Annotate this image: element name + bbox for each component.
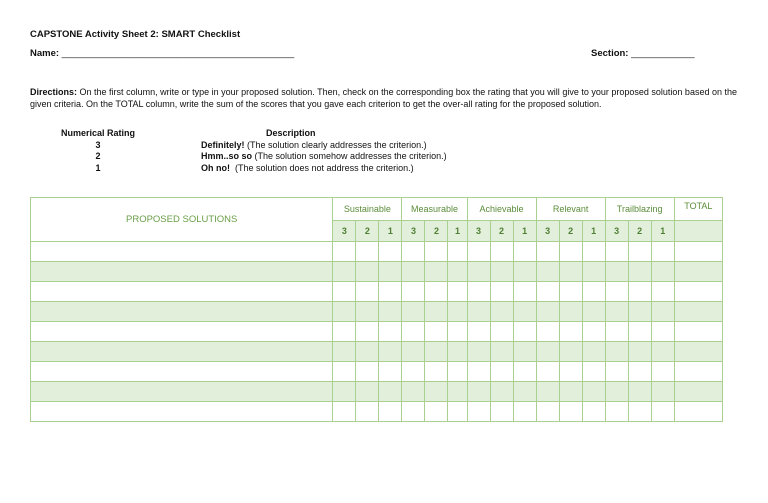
score-checkbox-cell[interactable] bbox=[651, 382, 674, 402]
score-checkbox-cell[interactable] bbox=[425, 242, 448, 262]
score-checkbox-cell[interactable] bbox=[651, 262, 674, 282]
score-checkbox-cell[interactable] bbox=[333, 322, 356, 342]
score-checkbox-cell[interactable] bbox=[513, 302, 536, 322]
score-checkbox-cell[interactable] bbox=[379, 322, 402, 342]
score-checkbox-cell[interactable] bbox=[379, 282, 402, 302]
total-cell[interactable] bbox=[674, 402, 722, 422]
score-checkbox-cell[interactable] bbox=[605, 362, 628, 382]
score-checkbox-cell[interactable] bbox=[425, 282, 448, 302]
score-checkbox-cell[interactable] bbox=[379, 262, 402, 282]
score-checkbox-cell[interactable] bbox=[605, 322, 628, 342]
score-checkbox-cell[interactable] bbox=[490, 402, 513, 422]
score-checkbox-cell[interactable] bbox=[467, 382, 490, 402]
score-checkbox-cell[interactable] bbox=[333, 342, 356, 362]
rating-description bbox=[201, 151, 447, 161]
proposed-solution-cell[interactable] bbox=[31, 242, 333, 262]
score-checkbox-cell[interactable] bbox=[467, 242, 490, 262]
score-checkbox-cell[interactable] bbox=[356, 262, 379, 282]
rating-detail: (The solution does not address the criterion.) bbox=[230, 163, 414, 173]
proposed-solution-cell[interactable] bbox=[31, 322, 333, 342]
score-checkbox-cell[interactable] bbox=[582, 262, 605, 282]
rating-header-description: Description bbox=[266, 128, 316, 138]
score-checkbox-cell[interactable] bbox=[651, 362, 674, 382]
total-header: TOTAL bbox=[674, 198, 722, 221]
score-checkbox-cell[interactable] bbox=[402, 242, 425, 262]
score-header: 1 bbox=[582, 221, 605, 242]
proposed-solution-cell[interactable] bbox=[31, 362, 333, 382]
score-checkbox-cell[interactable] bbox=[402, 262, 425, 282]
proposed-solution-cell[interactable] bbox=[31, 282, 333, 302]
directions-text: On the first column, write or type in your proposed solution. Then, check on the corresponding box the rating that you will give to your proposed solution based on the given criteria. On the TOTAL column, write the sum of the scores that you gave each criterion to get the over-all rating for the proposed solution. bbox=[30, 87, 737, 109]
score-checkbox-cell[interactable] bbox=[628, 262, 651, 282]
solution-row bbox=[31, 342, 723, 362]
score-checkbox-cell[interactable] bbox=[651, 322, 674, 342]
total-cell[interactable] bbox=[674, 342, 722, 362]
score-checkbox-cell[interactable] bbox=[536, 282, 559, 302]
score-checkbox-cell[interactable] bbox=[582, 282, 605, 302]
score-checkbox-cell[interactable] bbox=[628, 302, 651, 322]
score-checkbox-cell[interactable] bbox=[333, 382, 356, 402]
score-checkbox-cell[interactable] bbox=[356, 382, 379, 402]
solution-row bbox=[31, 322, 723, 342]
score-checkbox-cell[interactable] bbox=[467, 362, 490, 382]
score-checkbox-cell[interactable] bbox=[448, 262, 467, 282]
score-checkbox-cell[interactable] bbox=[559, 242, 582, 262]
score-checkbox-cell[interactable] bbox=[605, 242, 628, 262]
score-checkbox-cell[interactable] bbox=[490, 322, 513, 342]
section-label: Section: bbox=[591, 48, 629, 59]
score-checkbox-cell[interactable] bbox=[448, 342, 467, 362]
score-checkbox-cell[interactable] bbox=[333, 282, 356, 302]
score-checkbox-cell[interactable] bbox=[356, 282, 379, 302]
score-checkbox-cell[interactable] bbox=[651, 342, 674, 362]
solution-row bbox=[31, 282, 723, 302]
score-checkbox-cell[interactable] bbox=[425, 402, 448, 422]
score-checkbox-cell[interactable] bbox=[379, 242, 402, 262]
score-checkbox-cell[interactable] bbox=[628, 242, 651, 262]
score-checkbox-cell[interactable] bbox=[425, 262, 448, 282]
score-header: 2 bbox=[425, 221, 448, 242]
criterion-header-trailblazing: Trailblazing bbox=[605, 198, 674, 221]
score-checkbox-cell[interactable] bbox=[379, 402, 402, 422]
score-checkbox-cell[interactable] bbox=[467, 342, 490, 362]
score-checkbox-cell[interactable] bbox=[582, 382, 605, 402]
score-checkbox-cell[interactable] bbox=[425, 302, 448, 322]
score-checkbox-cell[interactable] bbox=[356, 342, 379, 362]
score-header: 1 bbox=[448, 221, 467, 242]
score-checkbox-cell[interactable] bbox=[628, 342, 651, 362]
score-header: 3 bbox=[402, 221, 425, 242]
total-cell[interactable] bbox=[674, 262, 722, 282]
score-checkbox-cell[interactable] bbox=[559, 382, 582, 402]
score-checkbox-cell[interactable] bbox=[490, 342, 513, 362]
criterion-header-sustainable: Sustainable bbox=[333, 198, 402, 221]
proposed-solution-cell[interactable] bbox=[31, 402, 333, 422]
score-checkbox-cell[interactable] bbox=[536, 302, 559, 322]
score-checkbox-cell[interactable] bbox=[628, 322, 651, 342]
name-blank: ____________________________________________ bbox=[59, 48, 295, 59]
score-checkbox-cell[interactable] bbox=[379, 382, 402, 402]
score-checkbox-cell[interactable] bbox=[425, 362, 448, 382]
score-checkbox-cell[interactable] bbox=[582, 342, 605, 362]
score-checkbox-cell[interactable] bbox=[651, 302, 674, 322]
score-checkbox-cell[interactable] bbox=[490, 262, 513, 282]
proposed-solutions-header: PROPOSED SOLUTIONS bbox=[31, 198, 333, 242]
score-checkbox-cell[interactable] bbox=[379, 302, 402, 322]
score-checkbox-cell[interactable] bbox=[605, 342, 628, 362]
score-checkbox-cell[interactable] bbox=[448, 382, 467, 402]
total-cell[interactable] bbox=[674, 362, 722, 382]
score-checkbox-cell[interactable] bbox=[467, 322, 490, 342]
score-checkbox-cell[interactable] bbox=[490, 282, 513, 302]
name-field[interactable] bbox=[30, 48, 294, 59]
rating-number: 1 bbox=[95, 163, 101, 173]
score-checkbox-cell[interactable] bbox=[402, 342, 425, 362]
score-checkbox-cell[interactable] bbox=[559, 342, 582, 362]
score-checkbox-cell[interactable] bbox=[559, 282, 582, 302]
score-checkbox-cell[interactable] bbox=[356, 242, 379, 262]
section-blank: ____________ bbox=[628, 48, 695, 59]
score-checkbox-cell[interactable] bbox=[513, 322, 536, 342]
score-checkbox-cell[interactable] bbox=[448, 302, 467, 322]
solution-row bbox=[31, 402, 723, 422]
rating-number: 2 bbox=[95, 151, 101, 161]
score-header: 3 bbox=[467, 221, 490, 242]
score-checkbox-cell[interactable] bbox=[536, 362, 559, 382]
proposed-solution-cell[interactable] bbox=[31, 382, 333, 402]
score-header: 2 bbox=[356, 221, 379, 242]
score-checkbox-cell[interactable] bbox=[536, 342, 559, 362]
score-checkbox-cell[interactable] bbox=[536, 322, 559, 342]
name-label: Name: bbox=[30, 48, 60, 59]
score-checkbox-cell[interactable] bbox=[582, 242, 605, 262]
score-checkbox-cell[interactable] bbox=[356, 302, 379, 322]
score-checkbox-cell[interactable] bbox=[402, 322, 425, 342]
rating-detail: (The solution clearly addresses the criterion.) bbox=[244, 140, 427, 150]
score-header: 1 bbox=[379, 221, 402, 242]
solution-row bbox=[31, 362, 723, 382]
score-checkbox-cell[interactable] bbox=[582, 362, 605, 382]
score-checkbox-cell[interactable] bbox=[448, 362, 467, 382]
directions-paragraph bbox=[30, 86, 737, 110]
score-checkbox-cell[interactable] bbox=[490, 302, 513, 322]
rating-header-numerical: Numerical Rating bbox=[60, 128, 136, 138]
score-checkbox-cell[interactable] bbox=[448, 322, 467, 342]
score-checkbox-cell[interactable] bbox=[425, 322, 448, 342]
score-checkbox-cell[interactable] bbox=[425, 382, 448, 402]
score-checkbox-cell[interactable] bbox=[628, 282, 651, 302]
solutions-body bbox=[31, 242, 723, 422]
total-cell[interactable] bbox=[674, 242, 722, 262]
score-header: 2 bbox=[559, 221, 582, 242]
score-checkbox-cell[interactable] bbox=[467, 402, 490, 422]
criterion-header-achievable: Achievable bbox=[467, 198, 536, 221]
score-checkbox-cell[interactable] bbox=[402, 362, 425, 382]
score-header: 3 bbox=[333, 221, 356, 242]
score-checkbox-cell[interactable] bbox=[651, 282, 674, 302]
section-field[interactable] bbox=[591, 48, 695, 59]
score-checkbox-cell[interactable] bbox=[513, 262, 536, 282]
score-checkbox-cell[interactable] bbox=[605, 382, 628, 402]
score-checkbox-cell[interactable] bbox=[536, 242, 559, 262]
total-subheader bbox=[674, 221, 722, 242]
score-checkbox-cell[interactable] bbox=[513, 402, 536, 422]
score-checkbox-cell[interactable] bbox=[582, 402, 605, 422]
solution-row bbox=[31, 262, 723, 282]
document-title: CAPSTONE Activity Sheet 2: SMART Checklist bbox=[30, 29, 241, 40]
score-checkbox-cell[interactable] bbox=[333, 302, 356, 322]
score-header: 3 bbox=[605, 221, 628, 242]
score-checkbox-cell[interactable] bbox=[402, 302, 425, 322]
rating-label: Definitely! bbox=[201, 140, 245, 150]
rating-description bbox=[201, 140, 427, 150]
score-header: 2 bbox=[628, 221, 651, 242]
score-checkbox-cell[interactable] bbox=[356, 362, 379, 382]
score-checkbox-cell[interactable] bbox=[467, 262, 490, 282]
score-checkbox-cell[interactable] bbox=[490, 382, 513, 402]
score-checkbox-cell[interactable] bbox=[513, 242, 536, 262]
score-checkbox-cell[interactable] bbox=[582, 302, 605, 322]
score-checkbox-cell[interactable] bbox=[425, 342, 448, 362]
score-checkbox-cell[interactable] bbox=[448, 282, 467, 302]
score-header: 2 bbox=[490, 221, 513, 242]
directions-label: Directions: bbox=[30, 87, 78, 97]
total-cell[interactable] bbox=[674, 302, 722, 322]
score-checkbox-cell[interactable] bbox=[605, 262, 628, 282]
score-checkbox-cell[interactable] bbox=[536, 382, 559, 402]
score-checkbox-cell[interactable] bbox=[536, 262, 559, 282]
solution-row bbox=[31, 382, 723, 402]
score-checkbox-cell[interactable] bbox=[559, 402, 582, 422]
score-header: 1 bbox=[513, 221, 536, 242]
score-checkbox-cell[interactable] bbox=[513, 382, 536, 402]
score-checkbox-cell[interactable] bbox=[490, 362, 513, 382]
score-checkbox-cell[interactable] bbox=[333, 242, 356, 262]
score-checkbox-cell[interactable] bbox=[467, 302, 490, 322]
solution-row bbox=[31, 242, 723, 262]
score-checkbox-cell[interactable] bbox=[467, 282, 490, 302]
proposed-solution-cell[interactable] bbox=[31, 302, 333, 322]
score-checkbox-cell[interactable] bbox=[559, 262, 582, 282]
proposed-solution-cell[interactable] bbox=[31, 342, 333, 362]
score-checkbox-cell[interactable] bbox=[605, 302, 628, 322]
score-checkbox-cell[interactable] bbox=[448, 242, 467, 262]
score-checkbox-cell[interactable] bbox=[628, 402, 651, 422]
score-checkbox-cell[interactable] bbox=[333, 362, 356, 382]
score-checkbox-cell[interactable] bbox=[559, 302, 582, 322]
score-checkbox-cell[interactable] bbox=[559, 322, 582, 342]
score-checkbox-cell[interactable] bbox=[513, 362, 536, 382]
total-cell[interactable] bbox=[674, 322, 722, 342]
score-header: 1 bbox=[651, 221, 674, 242]
total-cell[interactable] bbox=[674, 382, 722, 402]
score-checkbox-cell[interactable] bbox=[356, 402, 379, 422]
score-checkbox-cell[interactable] bbox=[379, 362, 402, 382]
score-checkbox-cell[interactable] bbox=[333, 402, 356, 422]
total-cell[interactable] bbox=[674, 282, 722, 302]
score-checkbox-cell[interactable] bbox=[651, 402, 674, 422]
score-checkbox-cell[interactable] bbox=[628, 362, 651, 382]
score-checkbox-cell[interactable] bbox=[559, 362, 582, 382]
criterion-header-measurable: Measurable bbox=[402, 198, 467, 221]
score-checkbox-cell[interactable] bbox=[448, 402, 467, 422]
score-checkbox-cell[interactable] bbox=[605, 402, 628, 422]
score-checkbox-cell[interactable] bbox=[490, 242, 513, 262]
criterion-header-relevant: Relevant bbox=[536, 198, 605, 221]
rating-description bbox=[201, 163, 414, 173]
score-checkbox-cell[interactable] bbox=[651, 242, 674, 262]
score-checkbox-cell[interactable] bbox=[605, 282, 628, 302]
score-checkbox-cell[interactable] bbox=[513, 282, 536, 302]
score-checkbox-cell[interactable] bbox=[356, 322, 379, 342]
score-checkbox-cell[interactable] bbox=[536, 402, 559, 422]
score-checkbox-cell[interactable] bbox=[513, 342, 536, 362]
score-checkbox-cell[interactable] bbox=[402, 402, 425, 422]
smart-checklist-table bbox=[30, 197, 723, 422]
rating-label: Hmm..so so bbox=[201, 151, 253, 161]
score-checkbox-cell[interactable] bbox=[628, 382, 651, 402]
score-header: 3 bbox=[536, 221, 559, 242]
score-checkbox-cell[interactable] bbox=[333, 262, 356, 282]
proposed-solution-cell[interactable] bbox=[31, 262, 333, 282]
rating-detail: (The solution somehow addresses the criterion.) bbox=[252, 151, 447, 161]
rating-label: Oh no! bbox=[201, 163, 230, 173]
solution-row bbox=[31, 302, 723, 322]
score-checkbox-cell[interactable] bbox=[582, 322, 605, 342]
score-checkbox-cell[interactable] bbox=[402, 282, 425, 302]
score-checkbox-cell[interactable] bbox=[402, 382, 425, 402]
rating-number: 3 bbox=[95, 140, 101, 150]
score-checkbox-cell[interactable] bbox=[379, 342, 402, 362]
